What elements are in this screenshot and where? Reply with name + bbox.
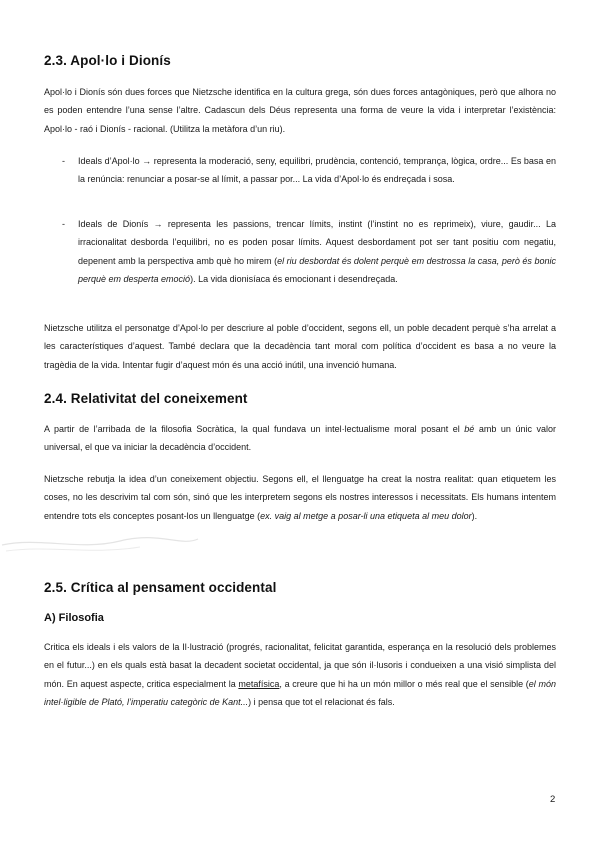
s25-paragraph-1: Critica els ideals i els valors de la Il·lustració (progrés, racionalitat, felicitat garantida, esperança en la resolució dels problemes en el futur...) en els quals està basat la decadent societat occidental, ja que són il·lusoris i condueixen a una visió simplista del món. En aquest aspecte, critica especialment la metafísica, a creure que hi ha un món millor o més real que el sensible (el món intel·ligible de Plató, l’imperatiu categòric de Kant...) i pensa que tot el relacionat és fals. [44,642,556,708]
list-item-apollo [62,152,556,189]
s23-paragraph-2: Nietzsche utilitza el personatge d’Apol·lo per descriure al poble d’occident, segons ell, un poble decadent perquè s’ha arrelat a les característiques d’aquest. També declara que la decadència tant moral com política d’occident es basa a no veure la tragèdia de la vida. Intentar fugir d’aquest món és una acció inútil, una invenció humana. [44,323,556,370]
page-number: 2 [550,794,556,805]
s24-paragraph-2: Nietzsche rebutja la idea d’un coneixement objectiu. Segons ell, el llenguatge ha creat la nostra realitat: quan etiquetem les coses, no les descrivim tal com són, sinó que les interpretem segons els nostres interessos i necessitats. Els humans intentem entendre tots els conceptes posant-los un llenguatge (ex. vaig al metge a posar-li una etiqueta al meu dolor). [44,474,556,521]
bullet-dash: - [62,156,65,166]
list-item-dionis [62,215,556,289]
section-2-5-title: 2.5. Crítica al pensament occidental [44,580,277,595]
faint-scribble-mark [0,531,200,559]
bullet-dash: - [62,219,65,229]
doctor-example: ex. vaig al metge a posar-li una etiqueta al meu dolor [260,510,472,521]
subsection-filosofia: A) Filosofia [44,612,104,624]
section-2-4-title: 2.4. Relativitat del coneixement [44,391,248,406]
section-2-3-title: 2.3. Apol·lo i Dionís [44,53,171,68]
s24-paragraph-1: A partir de l’arribada de la filosofia Socràtica, la qual fundava un intel·lectualisme moral posant el bé amb un únic valor universal, el que va iniciar la decadència d’occident. [44,424,556,453]
s23-bullet-2: Ideals de Dionís → representa les passions, trencar límits, instint (l’instint no es reprimeix), viure, gaudir... La irracionalitat desborda l’equilibri, no es poden posar límits. Aquest desbordament pot ser tant positiu com negatiu, depenent amb la perspectiva amb què ho mirem (el riu desbordat és dolent perquè em destrossa la casa, però és bonic perquè em desperta emoció). La vida dionisíaca és emocionant i desendreçada. [78,219,557,285]
plato-kant-example: el món intel·ligible de Plató, l’imperatiu categòric de Kant... [44,678,556,708]
metafisica-term: metafísica [238,678,280,689]
river-example: el riu desbordat és dolent perquè em destrossa la casa, però és bonic perquè em desperta emoció [78,255,557,285]
s23-paragraph-1: Apol·lo i Dionís són dues forces que Nietzsche identifica en la cultura grega, són dues forces antagòniques, però que alhora no es poden entendre l’una sense l’altre. Cadascun dels Déus representa una forma de veure la vida i interpretar l’existència: Apol·lo - raó i Dionís - racional. (Utilitza la metàfora d’un riu). [44,87,556,134]
s23-bullet-1: Ideals d’Apol·lo → representa la moderació, seny, equilibri, prudència, contenció, temprança, lògica, ordre... Es basa en la renúncia: renunciar a posar-se al límit, a passar por... La vida d’Apol·lo és endreçada i sosa. [78,156,556,185]
